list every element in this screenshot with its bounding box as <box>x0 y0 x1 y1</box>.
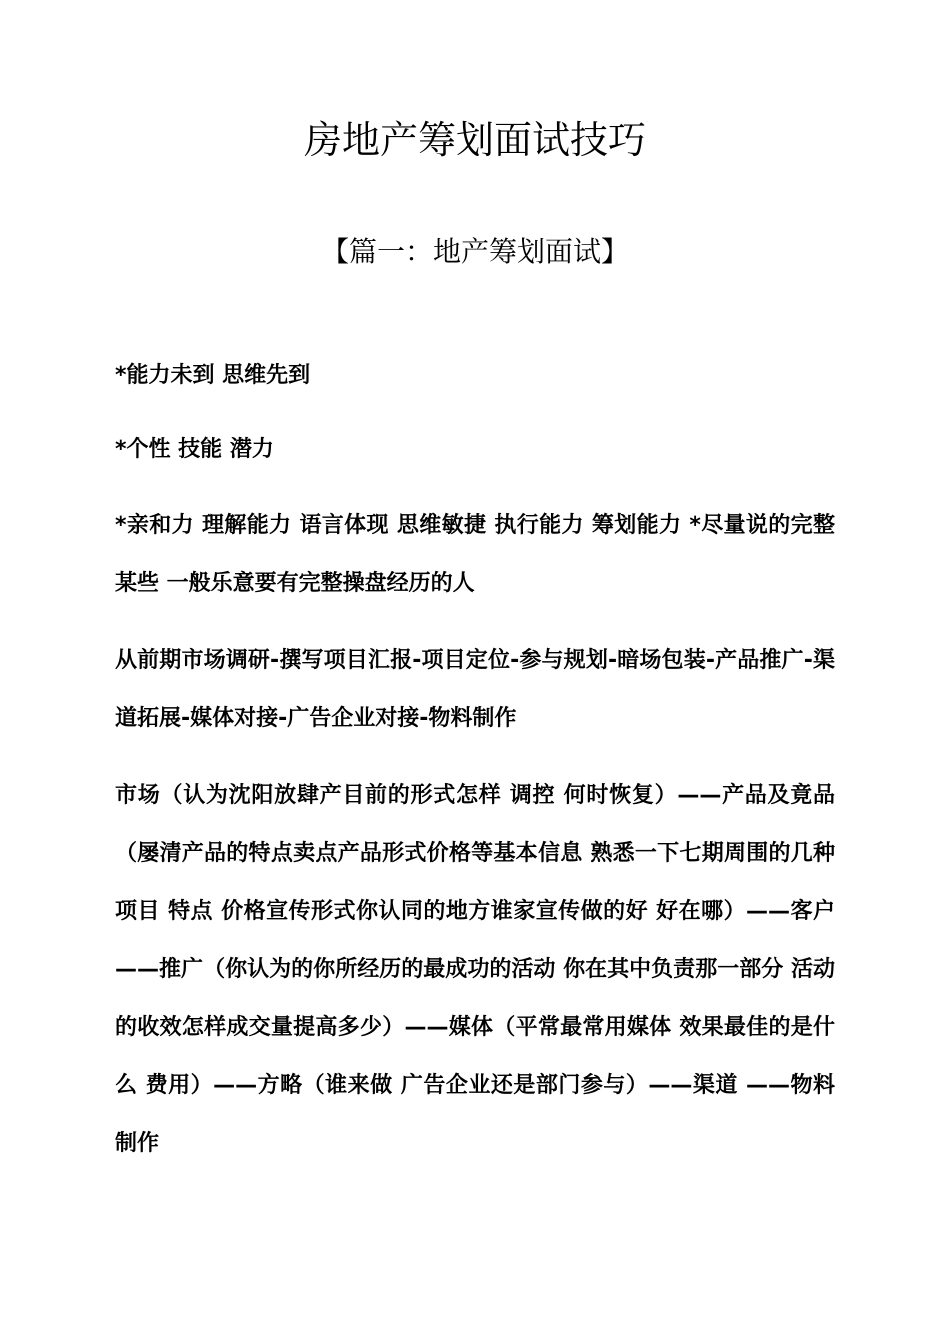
paragraph-1: *能力未到 思维先到 <box>115 363 311 388</box>
page-title: 房地产筹划面试技巧 <box>303 118 646 162</box>
paragraph-2: *个性 技能 潜力 <box>115 437 274 462</box>
paragraph-3: *亲和力 理解能力 语言体现 思维敏捷 执行能力 筹划能力 *尽量说的完整某些 一般乐意要有完整操盘经历的人 <box>115 513 835 596</box>
paragraph-5: 市场（认为沈阳放肆产目前的形式怎样 调控 何时恢复）——产品及竟品（屡清产品的特点卖点产品形式价格等基本信息 熟悉一下七期周围的几种项目 特点 价格宣传形式你认同的地方谁家宣传做的好 好在哪）——客户——推广（你认为的你所经历的最成功的活动 你在其中负责那一部分 活动的收效怎样成交量提高多少）——媒体（平常最常用媒体 效果最佳的是什么 费用）——方略（谁来做 广告企业还是部门参与）——渠道 ——物料制作 <box>115 783 835 1156</box>
paragraph-4: 从前期市场调研-撰写项目汇报-项目定位-参与规划-暗场包装-产品推广-渠道拓展-媒体对接-广告企业对接-物料制作 <box>115 648 835 731</box>
section-subtitle: 【篇一：地产筹划面试】 <box>320 235 629 268</box>
